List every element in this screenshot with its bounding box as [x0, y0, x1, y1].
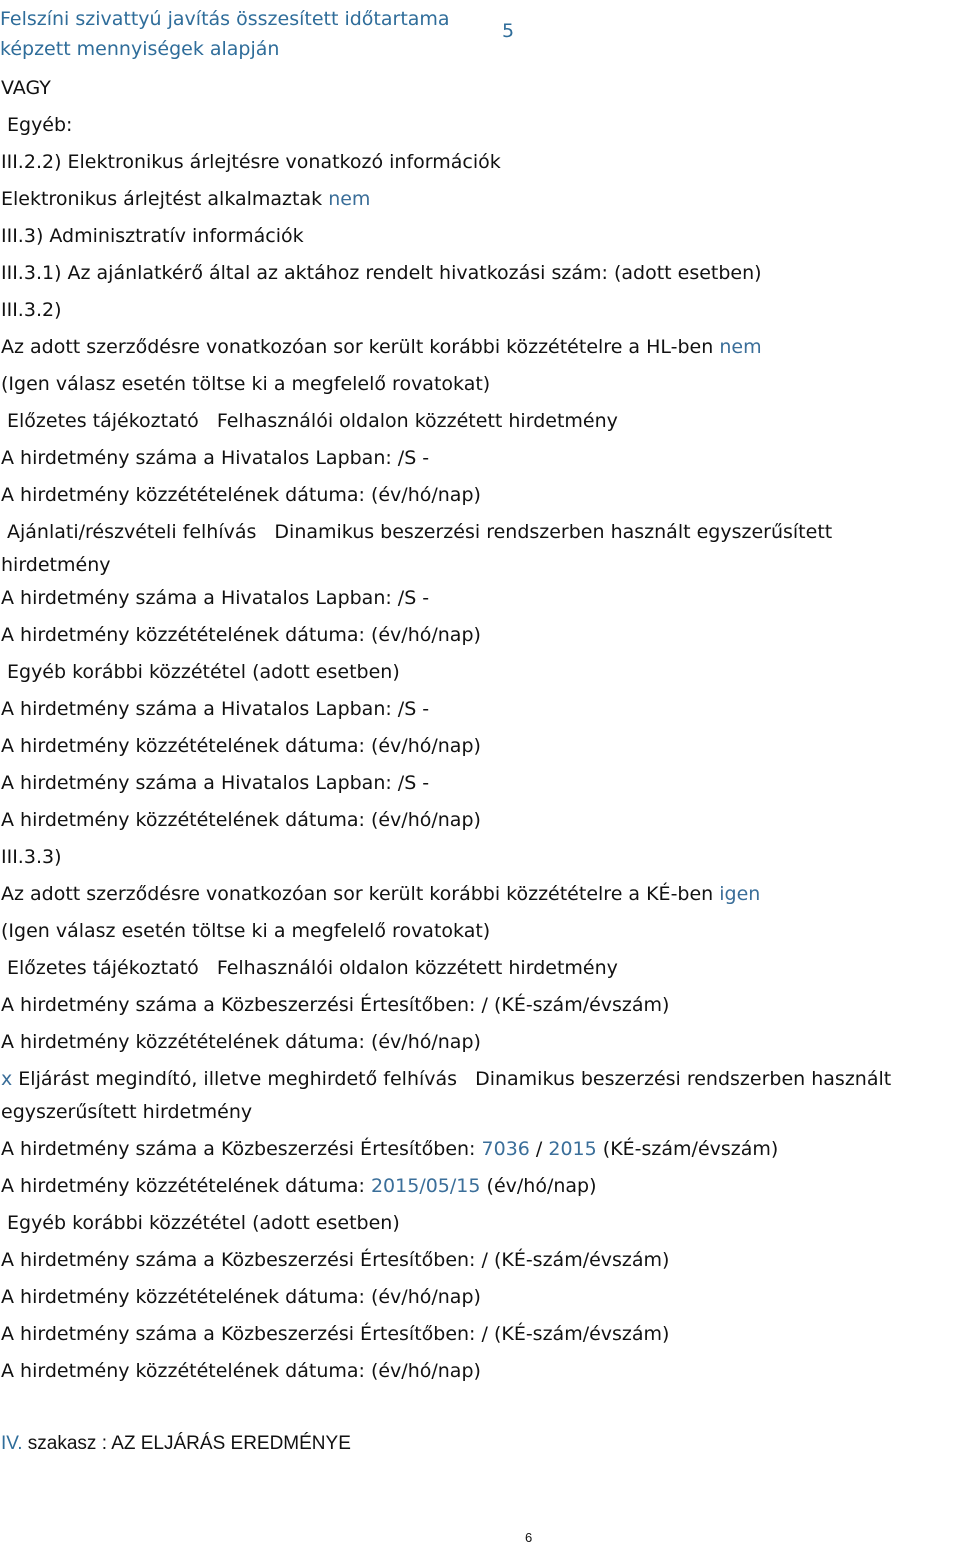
- section-iii32-heading: III.3.2): [1, 299, 62, 321]
- section-iii22-heading: III.2.2) Elektronikus árlejtésre vonatkozó információk: [1, 151, 501, 173]
- egyeb-korabbi-kozzetetel: Egyéb korábbi közzététel (adott esetben): [7, 661, 400, 683]
- hl-hirdetmeny-szama: A hirdetmény száma a Hivatalos Lapban: /S -: [1, 447, 430, 469]
- hl-korabbi-value: nem: [719, 336, 762, 358]
- document-body: [0, 70, 960, 1386]
- ke-korabbi-kozzetetel-row: [0, 876, 960, 913]
- ke-szam-separator: /: [535, 1138, 543, 1160]
- ke-datum-value: 2015/05/15: [370, 1175, 481, 1197]
- elektronikus-arlejtes-value: nem: [328, 188, 371, 210]
- dinamikus-beszerzesi-option: Dinamikus beszerzési rendszerben használt: [475, 1068, 892, 1090]
- elozetes-tajekoztato-option: Előzetes tájékoztató: [7, 410, 199, 432]
- eljarast-megindito-row: [0, 1061, 960, 1098]
- igen-valasz-note: (Igen válasz esetén töltse ki a megfelelő rovatokat): [1, 373, 491, 395]
- ke-hirdetmeny-datuma-filled: [0, 1164, 960, 1201]
- header-number: 5: [502, 20, 515, 42]
- page-header: [0, 4, 540, 64]
- header-title-line1: Felszíni szivattyú javítás összesített időtartama: [0, 8, 450, 30]
- vagy-text: VAGY: [1, 77, 51, 99]
- header-title-line2: képzett mennyiségek alapján: [0, 38, 280, 60]
- felhasznaloi-oldalon-option: Felhasználói oldalon közzétett hirdetmény: [216, 957, 618, 979]
- ke-hirdetmeny-szama: A hirdetmény száma a Közbeszerzési Értesítőben: / (KÉ-szám/évszám): [1, 1323, 670, 1345]
- elozetes-tajekoztato-row: [0, 950, 960, 987]
- eljarast-megindito-continued: egyszerűsített hirdetmény: [1, 1101, 253, 1123]
- ke-korabbi-value: igen: [719, 883, 761, 905]
- ajanlati-felhivas-continued: hirdetmény: [1, 554, 111, 576]
- ajanlati-felhivas-option: Ajánlati/részvételi felhívás: [7, 521, 257, 543]
- ke-hirdetmeny-szama: A hirdetmény száma a Közbeszerzési Értesítőben: / (KÉ-szám/évszám): [1, 994, 670, 1016]
- section-iii31-heading: III.3.1) Az ajánlatkérő által az aktához rendelt hivatkozási szám: (adott esetben): [1, 262, 762, 284]
- ke-szam-unit: (KÉ-szám/évszám): [602, 1138, 779, 1160]
- section-iv-title: szakasz : AZ ELJÁRÁS EREDMÉNYE: [22, 1433, 351, 1454]
- ke-hirdetmeny-datuma: A hirdetmény közzétételének dátuma: (év/hó/nap): [1, 1286, 481, 1308]
- section-iv-heading: [1, 1433, 351, 1455]
- ke-datum-unit: (év/hó/nap): [486, 1175, 597, 1197]
- hl-hirdetmeny-datuma: A hirdetmény közzétételének dátuma: (év/hó/nap): [1, 484, 481, 506]
- eljarast-megindito-option: Eljárást megindító, illetve meghirdető felhívás: [18, 1068, 458, 1090]
- eljarast-megindito-mark: x: [1, 1068, 13, 1090]
- ke-szam-label: A hirdetmény száma a Közbeszerzési Értesítőben:: [1, 1138, 476, 1160]
- section-iii33-heading: III.3.3): [1, 846, 62, 868]
- ke-szam-year: 2015: [548, 1138, 597, 1160]
- elektronikus-arlejtes-label: Elektronikus árlejtést alkalmaztak: [1, 188, 323, 210]
- section-iii3-heading: III.3) Adminisztratív információk: [1, 225, 304, 247]
- hl-hirdetmeny-datuma: A hirdetmény közzétételének dátuma: (év/hó/nap): [1, 735, 481, 757]
- ke-hirdetmeny-datuma: A hirdetmény közzétételének dátuma: (év/hó/nap): [1, 1031, 481, 1053]
- section-iv-number: IV.: [1, 1433, 23, 1454]
- ke-datum-label: A hirdetmény közzétételének dátuma:: [1, 1175, 365, 1197]
- ke-hirdetmeny-szama: A hirdetmény száma a Közbeszerzési Értesítőben: / (KÉ-szám/évszám): [1, 1249, 670, 1271]
- hl-hirdetmeny-datuma: A hirdetmény közzétételének dátuma: (év/hó/nap): [1, 809, 481, 831]
- hl-korabbi-label: Az adott szerződésre vonatkozóan sor került korábbi közzétételre a HL-ben: [1, 336, 714, 358]
- hl-hirdetmeny-szama: A hirdetmény száma a Hivatalos Lapban: /S -: [1, 698, 430, 720]
- hl-korabbi-kozzetetel-row: [0, 329, 960, 366]
- felhasznaloi-oldalon-option: Felhasználói oldalon közzétett hirdetmény: [216, 410, 618, 432]
- igen-valasz-note: (Igen válasz esetén töltse ki a megfelelő rovatokat): [1, 920, 491, 942]
- elozetes-tajekoztato-option: Előzetes tájékoztató: [7, 957, 199, 979]
- hl-hirdetmeny-datuma: A hirdetmény közzétételének dátuma: (év/hó/nap): [1, 624, 481, 646]
- ke-szam-number: 7036: [481, 1138, 530, 1160]
- hl-hirdetmeny-szama: A hirdetmény száma a Hivatalos Lapban: /S -: [1, 772, 430, 794]
- egyeb-label: Egyéb:: [7, 114, 73, 136]
- page-number: 6: [525, 1530, 533, 1545]
- hl-hirdetmeny-szama: A hirdetmény száma a Hivatalos Lapban: /S -: [1, 587, 430, 609]
- egyeb-korabbi-kozzetetel: Egyéb korábbi közzététel (adott esetben): [7, 1212, 400, 1234]
- ke-hirdetmeny-datuma: A hirdetmény közzétételének dátuma: (év/hó/nap): [1, 1360, 481, 1382]
- ke-korabbi-label: Az adott szerződésre vonatkozóan sor került korábbi közzétételre a KÉ-ben: [1, 883, 714, 905]
- elozetes-tajekoztato-row: [0, 403, 960, 440]
- ajanlati-felhivas-row: [0, 514, 960, 551]
- ke-hirdetmeny-szama-filled: [0, 1127, 960, 1164]
- elektronikus-arlejtes-row: [0, 181, 960, 218]
- dinamikus-beszerzesi-option: Dinamikus beszerzési rendszerben használt egyszerűsített: [274, 521, 833, 543]
